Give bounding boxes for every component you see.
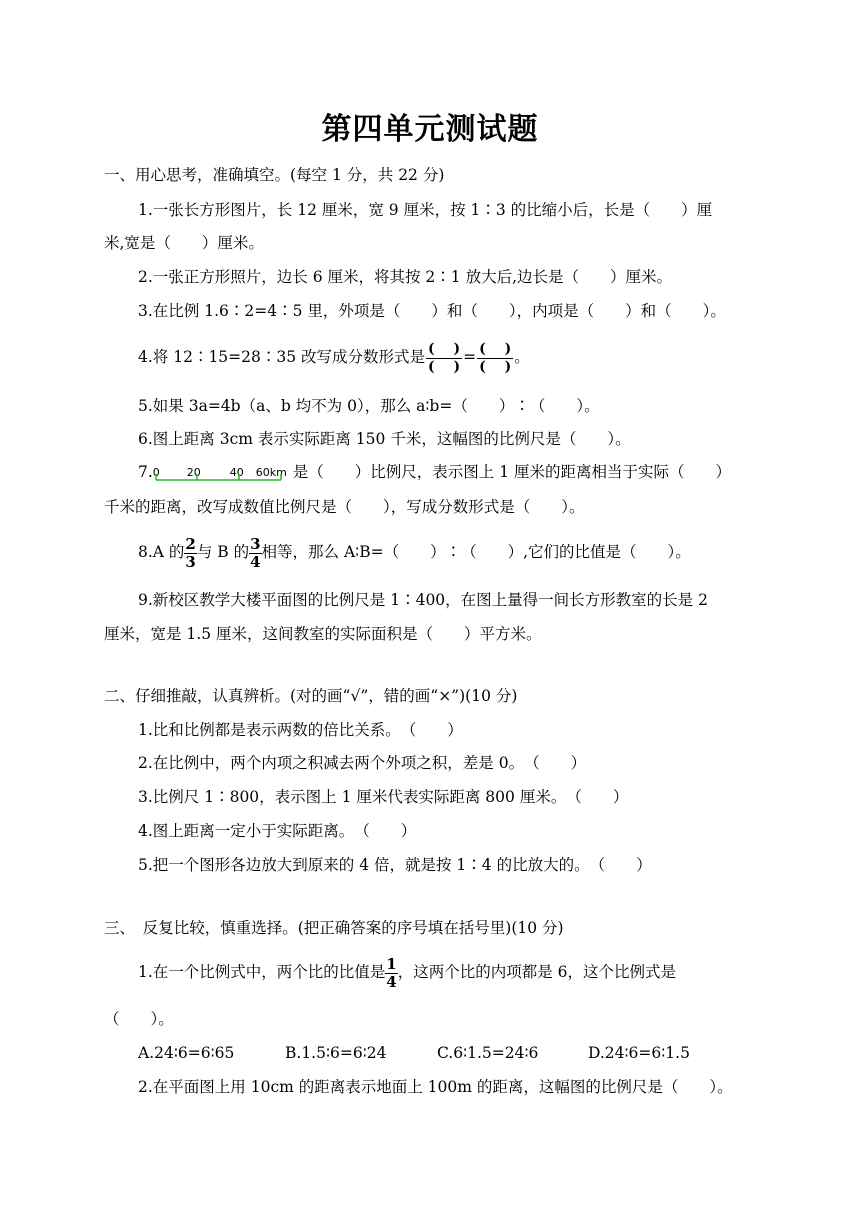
s2-item-5: 5.把一个图形各边放大到原来的 4 倍，就是按 1∶4 的比放大的。 （ ） [138, 856, 652, 874]
scale-bar-graphic [153, 462, 293, 486]
s1-q1-line1: 1.一张长方形图片，长 12 厘米，宽 9 厘米，按 1∶3 的比缩小后，长是（ ）厘 [138, 201, 713, 219]
s3-option-b: B.1.5∶6=6∶24 [285, 1044, 387, 1062]
s1-q4: 4.将 12∶15=28∶35 改写成分数形式是 $\frac{( )}{( )}$ = $\frac{( )}{( )}$ 。 [138, 340, 530, 375]
s1-q2: 2.一张正方形照片，边长 6 厘米，将其按 2∶1 放大后,边长是（ ）厘米。 [138, 268, 673, 286]
scale-label-20: 20 [186, 466, 201, 479]
s3-q1-line2: （ ）。 [104, 1010, 174, 1028]
s3-q2: 2.在平面图上用 10cm 的距离表示地面上 100m 的距离，这幅图的比例尺是（ ）。 [138, 1078, 733, 1096]
s3-option-a: A.24∶6=6∶65 [138, 1044, 235, 1062]
s1-q1-line2: 米,宽是（ ）厘米。 [104, 234, 264, 252]
s2-item-1: 1.比和比例都是表示两数的倍比关系。 （ ） [138, 721, 463, 739]
s1-q6: 6.图上距离 3cm 表示实际距离 150 千米，这幅图的比例尺是（ ）。 [138, 430, 631, 448]
section-2-heading: 二、仔细推敲，认真辨析。(对的画“√”，错的画“×”)(10 分) [104, 687, 518, 705]
s3-q1: 1.在一个比例式中，两个比的比值是 $\frac{1}{4}$ ，这两个比的内项都是 6，这个比例式是 [138, 954, 677, 991]
scale-label-0: 0 [152, 466, 160, 479]
line-scale-bar [153, 462, 293, 484]
s2-item-4: 4.图上距离一定小于实际距离。 （ ） [138, 822, 417, 840]
s3-option-d: D.24∶6=6∶1.5 [588, 1044, 690, 1062]
scale-label-60km: 60km [255, 466, 287, 479]
s1-q4-text: 4.将 12∶15=28∶35 改写成分数形式是 [138, 348, 426, 366]
s1-q7: 7. 0 20 40 60km 是（ ）比例尺，表示图上 1 厘米的距离相当于实际（ ） [138, 460, 731, 484]
s1-q7-line2: 千米的距离，改写成数值比例尺是（ ），写成分数形式是（ ）。 [104, 498, 585, 516]
s1-q8: 8.A 的 $\frac{2}{3}$ 与 B 的 $\frac{3}{4}$ 相等，那么 A∶B=（ ）∶（ ）,它们的比值是（ ）。 [138, 534, 691, 571]
scale-label-40: 40 [229, 466, 244, 479]
s1-q5: 5.如果 3a=4b（a、b 均不为 0），那么 a∶b=（ ）∶（ ）。 [138, 397, 600, 415]
s3-option-c: C.6∶1.5=24∶6 [437, 1044, 539, 1062]
section-1-heading: 一、用心思考，准确填空。(每空 1 分，共 22 分) [104, 166, 445, 184]
fraction-2-3: $\frac{2}{3}$ [185, 534, 196, 571]
s1-q3: 3.在比例 1.6∶2=4∶5 里，外项是（ ）和（ ），内项是（ ）和（ ）。 [138, 302, 726, 320]
s1-q9-line2: 厘米，宽是 1.5 厘米，这间教室的实际面积是（ ）平方米。 [104, 625, 542, 643]
s2-item-3: 3.比例尺 1∶800，表示图上 1 厘米代表实际距离 800 厘米。 （ ） [138, 788, 629, 806]
blank-fraction-1: $\frac{( )}{( )}$ [428, 340, 461, 375]
s2-item-2: 2.在比例中，两个内项之积减去两个外项之积，差是 0。 （ ） [138, 754, 587, 772]
page-title: 第四单元测试题 [321, 112, 539, 147]
section-3-heading: 三、 反复比较，慎重选择。(把正确答案的序号填在括号里)(10 分) [104, 919, 564, 937]
s1-q9-line1: 9.新校区教学大楼平面图的比例尺是 1∶400，在图上量得一间长方形教室的长是 2 [138, 591, 708, 609]
fraction-1-4: $\frac{1}{4}$ [386, 954, 397, 991]
blank-fraction-2: $\frac{( )}{( )}$ [479, 340, 512, 375]
fraction-3-4: $\frac{3}{4}$ [250, 534, 261, 571]
equals-sign: = [463, 348, 477, 366]
